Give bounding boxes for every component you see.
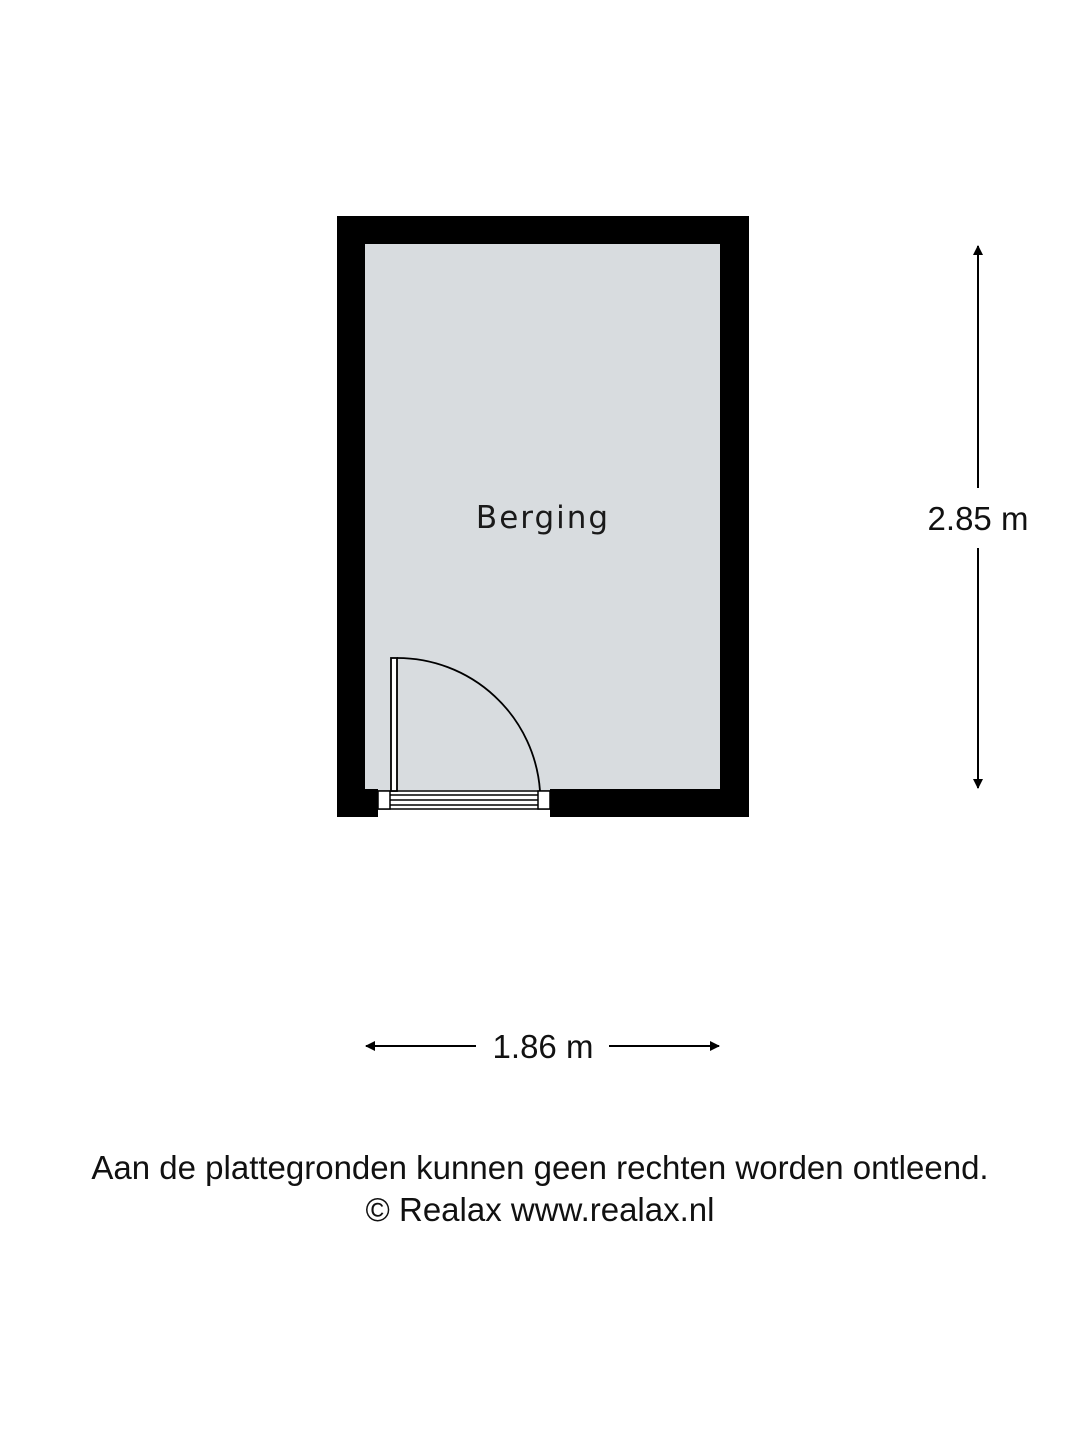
disclaimer-text: Aan de plattegronden kunnen geen rechten worden ontleend. [91, 1149, 989, 1186]
wall-bottom-left [337, 789, 378, 817]
room-label: Berging [475, 500, 611, 536]
copyright-text: © Realax www.realax.nl [365, 1191, 715, 1228]
wall-bottom-right [550, 789, 749, 817]
wall-right [720, 216, 749, 817]
door-leaf [391, 658, 397, 791]
height-dimension-label: 2.85 m [927, 500, 1029, 537]
width-dimension [366, 1028, 719, 1065]
wall-top [337, 216, 749, 244]
height-dimension [928, 246, 1029, 788]
door-threshold [378, 791, 550, 809]
width-dimension-label: 1.86 m [492, 1028, 594, 1065]
wall-left [337, 216, 365, 817]
